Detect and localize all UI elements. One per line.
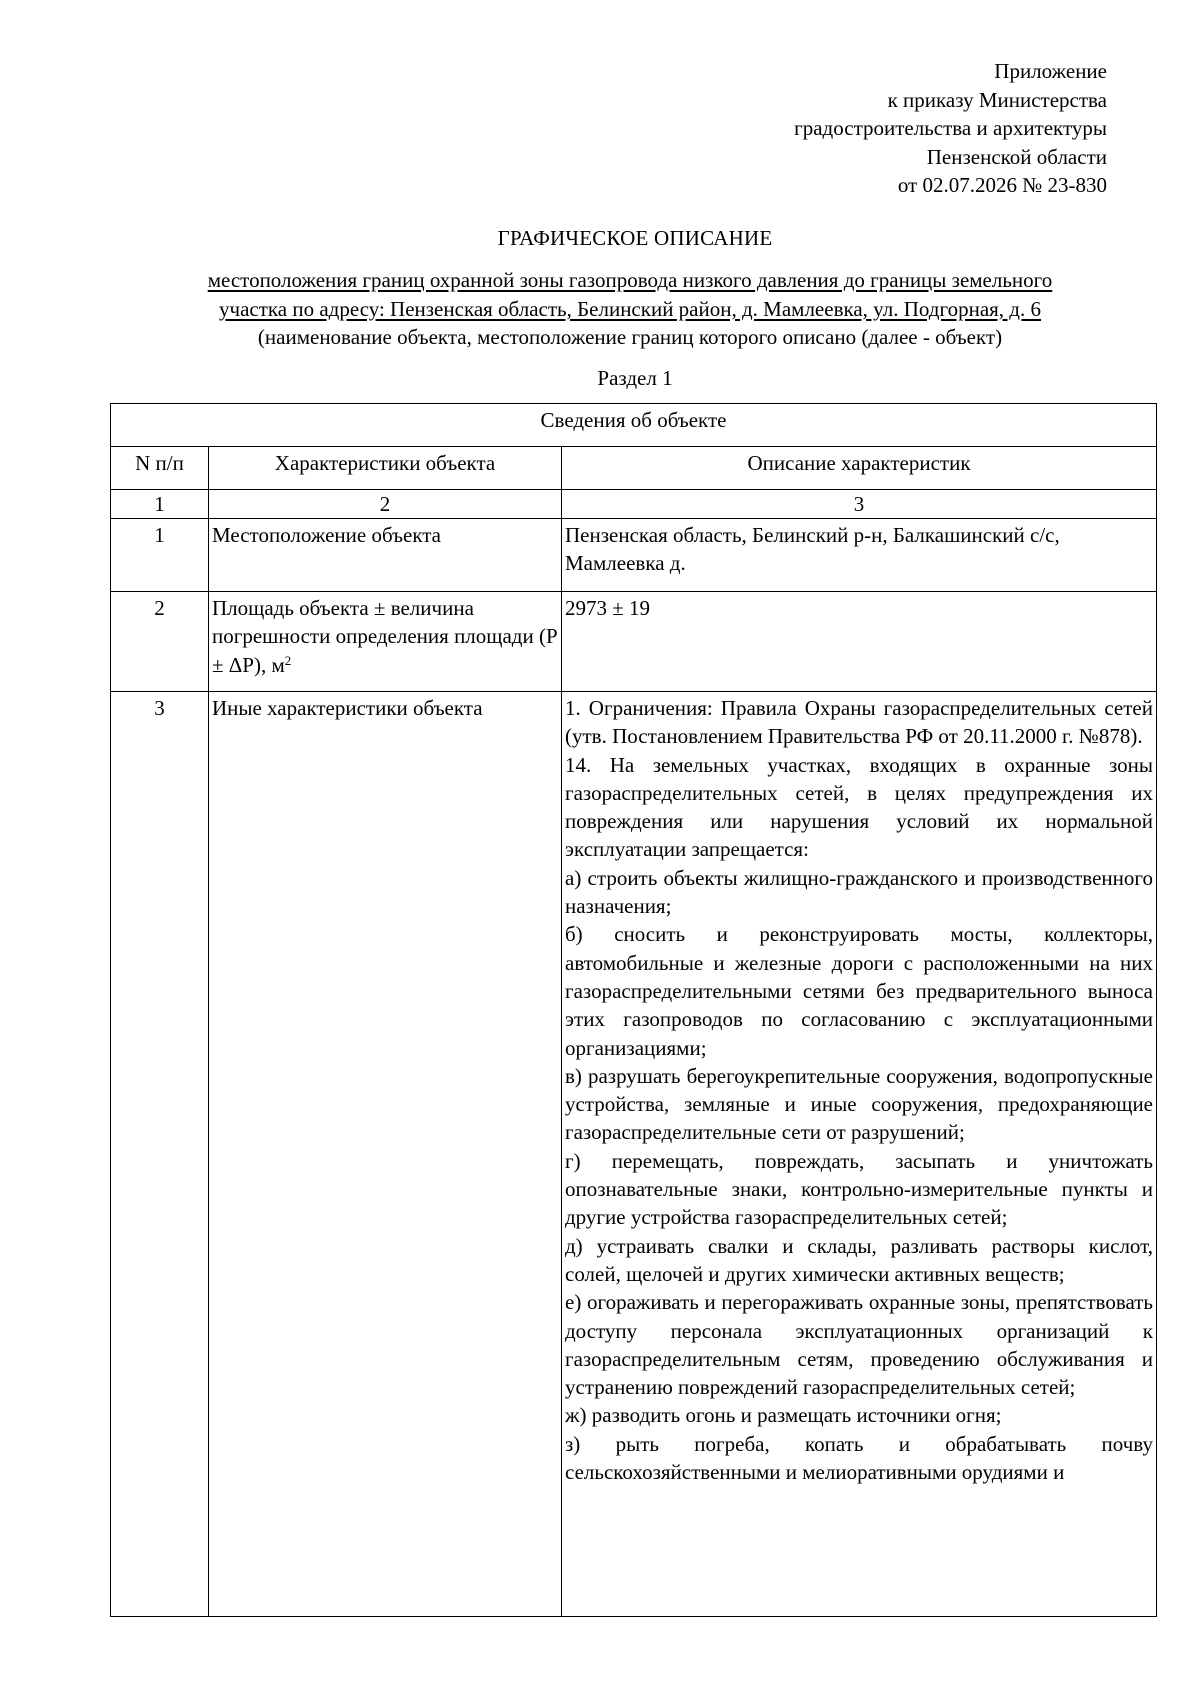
header-cell: N п/п — [111, 447, 209, 490]
appendix-line: к приказу Министерства — [887, 87, 1107, 112]
object-name-block — [110, 266, 1150, 352]
object-info-table — [110, 403, 1157, 1617]
table-row — [111, 692, 1157, 1617]
object-name-line: участка по адресу: Пензенская область, Белинский район, д. Мамлеевка, ул. Подгорная, д. 6 — [219, 296, 1041, 321]
description-paragraph: 14. На земельных участках, входящих в охранные зоны газораспределительных сетей, в целях предупреждения их повреждения или нарушения условий их нормальной эксплуатации запрещается: — [565, 752, 1153, 862]
table-caption: Сведения об объекте — [111, 404, 1157, 447]
row-characteristic: Иные характеристики объекта — [209, 692, 562, 1617]
table-row — [111, 592, 1157, 692]
description-paragraph: б) сносить и реконструировать мосты, коллекторы, автомобильные и железные дороги с расположенными на них газораспределительными сетями без предварительного выноса этих газопроводов по согласованию с эксплуатационными организациями; — [565, 922, 1153, 1060]
row-description: Пензенская область, Белинский р-н, Балкашинский с/с, Мамлеевка д. — [562, 519, 1157, 592]
description-paragraph: г) перемещать, повреждать, засыпать и уничтожать опознавательные знаки, контрольно-измерительные пункты и другие устройства газораспределительных сетей; — [565, 1148, 1153, 1230]
appendix-line: Приложение — [994, 59, 1107, 83]
row-characteristic: Местоположение объекта — [209, 519, 562, 592]
row-description — [562, 692, 1157, 1617]
header-cell: Описание характеристик — [562, 447, 1157, 490]
row-characteristic-cell — [209, 592, 562, 692]
description-paragraph: а) строить объекты жилищно-гражданского и производственного назначения; — [565, 865, 1153, 919]
appendix-block — [794, 57, 1107, 200]
description-paragraph: 1. Ограничения: Правила Охраны газораспределительных сетей (утв. Постановлением Правительства РФ от 20.11.2000 г. №878). — [565, 696, 1153, 749]
section-heading: Раздел 1 — [597, 366, 673, 390]
table-row — [111, 519, 1157, 592]
description-paragraph: ж) разводить огонь и размещать источники огня; — [565, 1403, 1002, 1428]
superscript: 2 — [284, 652, 292, 668]
table-header-row — [111, 447, 1157, 490]
column-number-row — [111, 490, 1157, 519]
row-description: 2973 ± 19 — [562, 592, 1157, 692]
description-paragraph: д) устраивать свалки и склады, разливать растворы кислот, солей, щелочей и других химически активных веществ; — [565, 1233, 1153, 1286]
row-number: 3 — [111, 692, 209, 1617]
description-paragraph: е) огораживать и перегораживать охранные зоны, препятствовать доступу персонала эксплуатационных организаций к газораспределительным сетям, проведению обслуживания и устранению повреждений газораспределительных сетей; — [565, 1290, 1153, 1400]
row-number: 2 — [111, 592, 209, 692]
column-number: 2 — [209, 490, 562, 519]
column-number: 3 — [562, 490, 1157, 519]
appendix-line: от 02.07.2026 № 23-830 — [897, 173, 1107, 197]
description-paragraph: в) разрушать берегоукрепительные сооружения, водопропускные устройства, земляные и иные сооружения, предохраняющие газораспределительные сети от разрушений; — [565, 1063, 1153, 1145]
appendix-line: Пензенской области — [926, 144, 1107, 169]
object-name-line: местоположения границ охранной зоны газопровода низкого давления до границы земельного — [207, 268, 1053, 292]
table-caption-row — [111, 404, 1157, 447]
document-title: ГРАФИЧЕСКОЕ ОПИСАНИЕ — [497, 226, 773, 250]
appendix-line: градостроительства и архитектуры — [794, 116, 1107, 140]
header-cell: Характеристики объекта — [209, 447, 562, 490]
row-characteristic: Площадь объекта ± величина погрешности определения площади (Р ± ΔР), м — [212, 596, 558, 677]
object-name-note: (наименование объекта, местоположение границ которого описано (далее - объект) — [257, 325, 1003, 349]
row-number: 1 — [111, 519, 209, 592]
column-number: 1 — [111, 490, 209, 519]
description-paragraph: з) рыть погреба, копать и обрабатывать почву сельскохозяйственными и мелиоративными орудиями и — [565, 1431, 1153, 1485]
